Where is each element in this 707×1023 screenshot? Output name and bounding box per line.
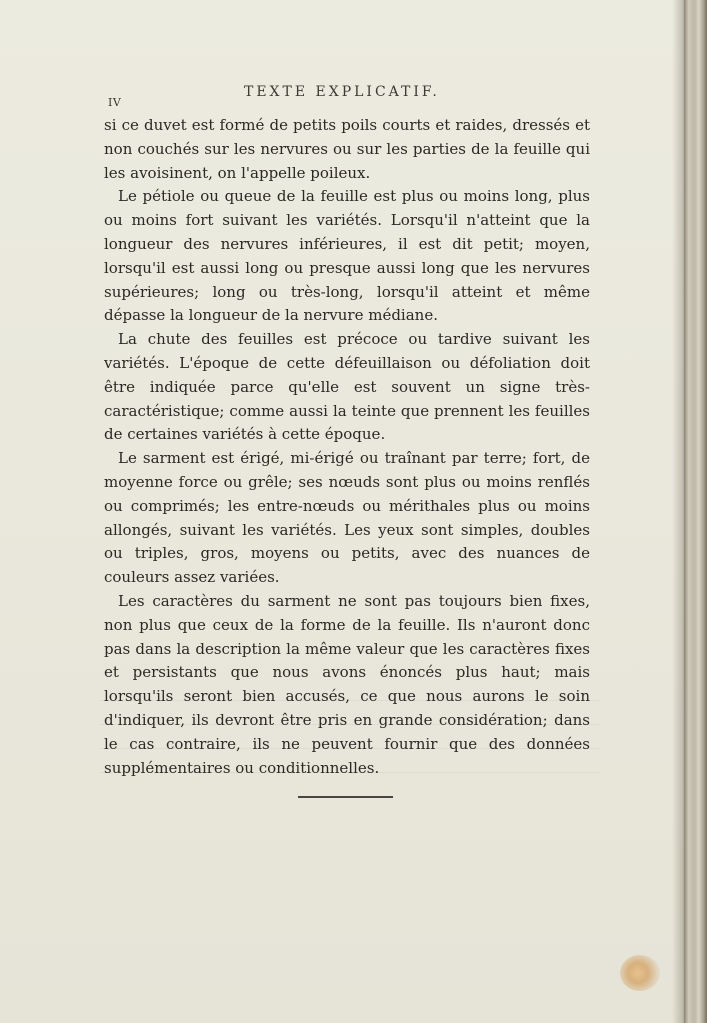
paragraph-1: si ce duvet est formé de petits poils courts et raides, dressés et non couchés sur les nervures ou sur les parties de la feuille qui les avoisinent, on l'appelle poileux. <box>104 116 590 182</box>
paragraph-4: Le sarment est érigé, mi-érigé ou traînant par terre; fort, de moyenne force ou grêle; ses nœuds sont plus ou moins renflés ou comprimés; les entre-nœuds ou mérithales plus ou moins allongés, suivant les variétés. Les yeux sont simples, doubles ou triples, gros, moyens ou petits, avec des nuances de couleurs assez variées. <box>104 449 590 587</box>
running-head: TEXTE EXPLICATIF. <box>244 84 440 100</box>
section-end-rule <box>298 796 393 798</box>
page-number: IV <box>108 96 122 109</box>
library-stamp <box>620 955 660 991</box>
paragraph-5: Les caractères du sarment ne sont pas toujours bien fixes, non plus que ceux de la forme de la feuille. Ils n'auront donc pas dans la description la même valeur que les caractères fixes et persistants que nous avons énoncés plus haut; mais lorsqu'ils seront bien accusés, ce que nous aurons le soin d'indiquer, ils devront être pris en grande considération; dans le cas contraire, ils ne peuvent fournir que des données supplémentaires ou conditionnelles. <box>104 591 590 777</box>
body-text <box>104 114 590 780</box>
paragraph-3: La chute des feuilles est précoce ou tardive suivant les variétés. L'époque de cette défeuillaison ou défoliation doit être indiquée parce qu'elle est souvent un signe très-caractéristique; comme aussi la teinte que prennent les feuilles de certaines variétés à cette époque. <box>104 330 590 444</box>
paragraph-2: Le pétiole ou queue de la feuille est plus ou moins long, plus ou moins fort suivant les variétés. Lorsqu'il n'atteint que la longueur des nervures inférieures, il est dit petit; moyen, lorsqu'il est aussi long ou presque aussi long que les nervures supérieures; long ou très-long, lorsqu'il atteint et même dépasse la longueur de la nervure médiane. <box>104 187 590 325</box>
book-edge <box>684 0 707 1023</box>
